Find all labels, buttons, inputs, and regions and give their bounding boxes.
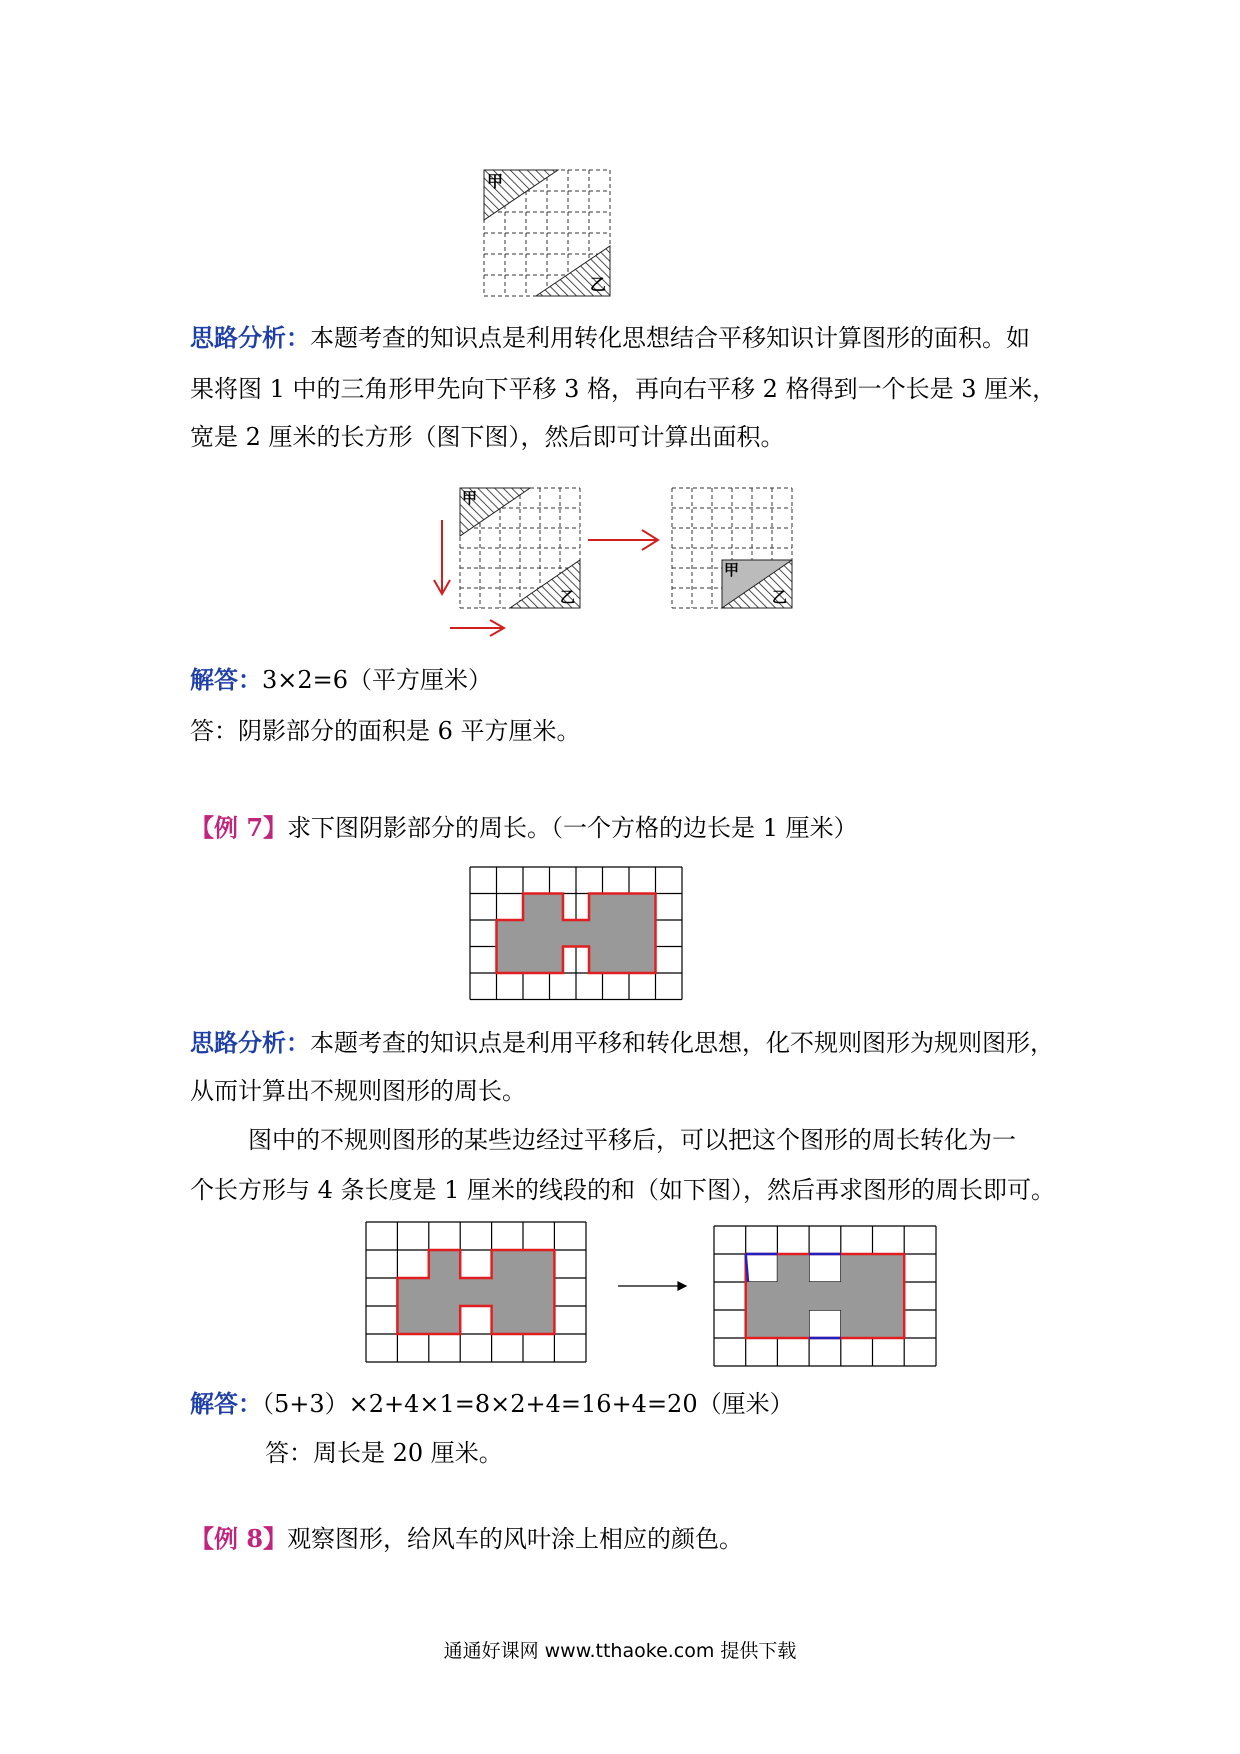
figure-grid-original	[484, 170, 612, 298]
analysis2-text-3: 图中的不规则图形的某些边经过平移后，可以把这个图形的周长转化为一	[248, 1126, 1016, 1154]
analysis2-text-4: 个长方形与 4 条长度是 1 厘米的线段的和（如下图），然后再求图形的周长即可。	[190, 1176, 1056, 1204]
example-7-tag: 【例 7】	[190, 813, 288, 842]
label-jia: 甲	[487, 172, 504, 191]
arrow-right-small	[450, 620, 504, 636]
answer-2: 答：周长是 20 厘米。	[265, 1439, 503, 1467]
solution-text-2: （5+3）×2+4×1=8×2+4=16+4=20（厘米）	[262, 1390, 794, 1418]
analysis-label-2: 思路分析：	[190, 1028, 310, 1057]
solution-text-1: 3×2=6（平方厘米）	[262, 666, 493, 694]
svg-text:甲: 甲	[462, 489, 478, 507]
analysis-text-3: 宽是 2 厘米的长方形（图下图），然后即可计算出面积。	[190, 423, 785, 451]
arrow-right-large	[588, 530, 658, 550]
analysis2-text-1: 本题考查的知识点是利用平移和转化思想，化不规则图形为规则图形，	[310, 1029, 1054, 1057]
svg-text:甲: 甲	[724, 561, 740, 579]
example-7-text: 求下图阴影部分的周长。（一个方格的边长是 1 厘米）	[287, 814, 858, 842]
figure-h-shape	[470, 867, 686, 1003]
arrow-down	[434, 520, 450, 594]
page-footer: 通通好课网 www.tthaoke.com 提供下载	[443, 1640, 797, 1662]
example-8-text: 观察图形，给风车的风叶涂上相应的颜色。	[287, 1525, 744, 1553]
example-8-tag: 【例 8】	[190, 1524, 288, 1553]
analysis-text-2: 果将图 1 中的三角形甲先向下平移 3 格，再向右平移 2 格得到一个长是 3 厘米，	[190, 375, 1057, 403]
svg-text:乙: 乙	[560, 588, 576, 606]
arrow-transform	[618, 1282, 686, 1290]
analysis-text-1: 本题考查的知识点是利用转化思想结合平移知识计算图形的面积。如	[310, 324, 1030, 352]
solution-label-1: 解答：	[190, 665, 262, 694]
answer-1: 答：阴影部分的面积是 6 平方厘米。	[190, 717, 581, 745]
figure-perimeter-transform	[366, 1222, 946, 1368]
label-yi: 乙	[590, 275, 607, 294]
analysis2-text-2: 从而计算出不规则图形的周长。	[190, 1077, 526, 1105]
figure-translation	[420, 480, 800, 645]
analysis-label: 思路分析：	[190, 323, 310, 352]
svg-text:乙: 乙	[772, 588, 788, 606]
solution-label-2: 解答：	[190, 1389, 262, 1418]
